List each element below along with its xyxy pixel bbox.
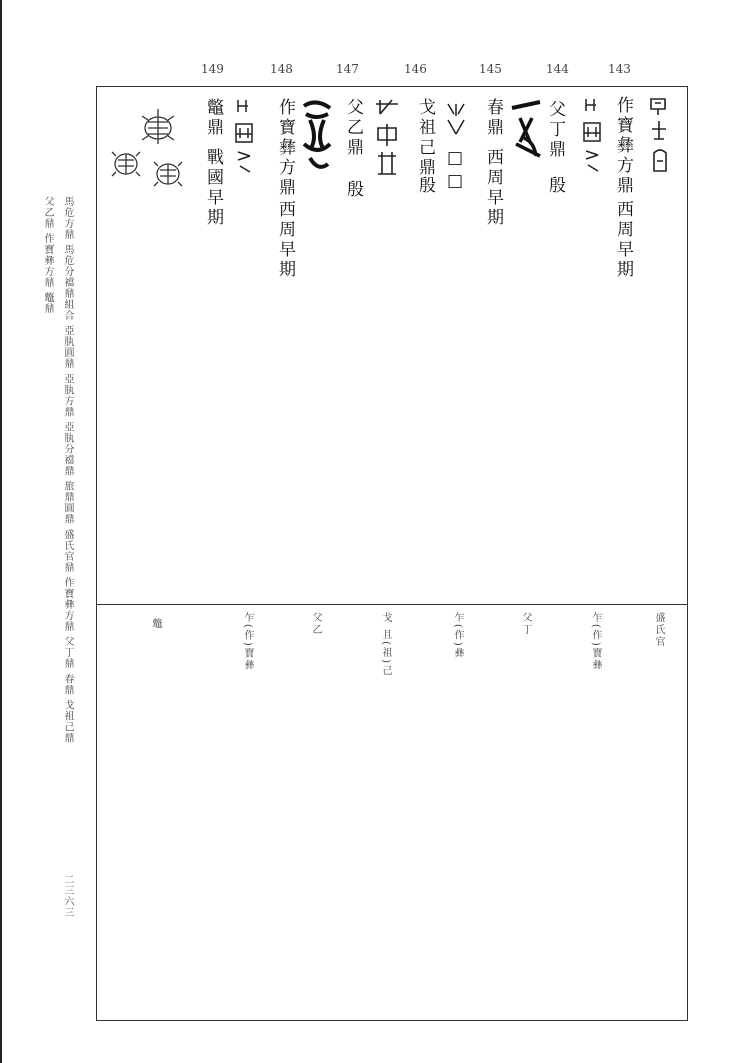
period-143: 西周早期 [613, 200, 633, 280]
entry-number-143: 143 [608, 62, 631, 76]
rubbing-glyph-146 [444, 100, 468, 136]
vessel-name-144: 父丁鼎 [545, 100, 565, 160]
entry-number-149: 149 [201, 62, 224, 76]
entry-number-146: 146 [404, 62, 427, 76]
rubbing-glyph-145 [510, 98, 544, 162]
rubbing-glyph-149 [232, 96, 256, 176]
entry-number-147: 147 [336, 62, 359, 76]
period-149: 戰國早期 [203, 148, 223, 228]
vessel-name-145: 春鼎 [483, 98, 503, 138]
entry-number-148: 148 [270, 62, 293, 76]
period-144: 殷 [545, 176, 565, 196]
transcription-145: 父丁 [520, 612, 531, 636]
page-number: 二三六三 [62, 874, 73, 918]
vessel-name-148: 作寶彝方鼎 [275, 98, 295, 198]
vessel-name-147: 父乙鼎 [343, 98, 363, 158]
rubbing-glyph-148 [300, 98, 334, 174]
vessel-name-149: 鼈鼎 [203, 98, 223, 138]
transcription-149: 乍(作)寶彝 [242, 612, 253, 672]
transcription-147: 戈 且(祖)己 [380, 612, 391, 677]
plate-frame [96, 86, 688, 1021]
sidebar-index-1: 父乙鼎 作寶彝方鼎 鼈鼎 [42, 196, 53, 315]
square-glyphs-146: □□ [445, 148, 465, 194]
rubbing-glyph-143 [648, 95, 670, 175]
transcription-146: 乍(作)彝 [452, 612, 463, 660]
transcription-148: 父乙 [310, 612, 321, 636]
transcription-144b: 乍(作)寶彝 [590, 612, 601, 672]
period-145: 西周早期 [483, 148, 503, 228]
turtle-rubbings [106, 98, 190, 198]
vessel-name-146: 戈祖己鼎 [415, 98, 435, 178]
transcription-149-tortoise: 鼈 [150, 618, 161, 630]
period-147: 殷 [343, 180, 363, 200]
sidebar-index-2: 馬危方鼎 馬危分襠鼎組合 亞肒圓鼎 亞肒方鼎 亞肒分襠鼎 旅鼎圓鼎 盛氏官鼎 作寶彝方鼎 父丁鼎 春鼎 戈祖己鼎 [62, 196, 73, 744]
period-146: 殷 [415, 176, 435, 196]
entry-number-145: 145 [479, 62, 502, 76]
transcription-143: 盛氏官 [653, 612, 664, 648]
page-edge [0, 0, 2, 1063]
entry-number-144: 144 [546, 62, 569, 76]
rubbing-glyph-147 [372, 98, 402, 178]
plate-divider [96, 604, 688, 605]
rubbing-glyph-144 [580, 95, 604, 175]
period-148: 西周早期 [275, 200, 295, 280]
vessel-name-143: 作寶彝方鼎 [613, 96, 633, 196]
